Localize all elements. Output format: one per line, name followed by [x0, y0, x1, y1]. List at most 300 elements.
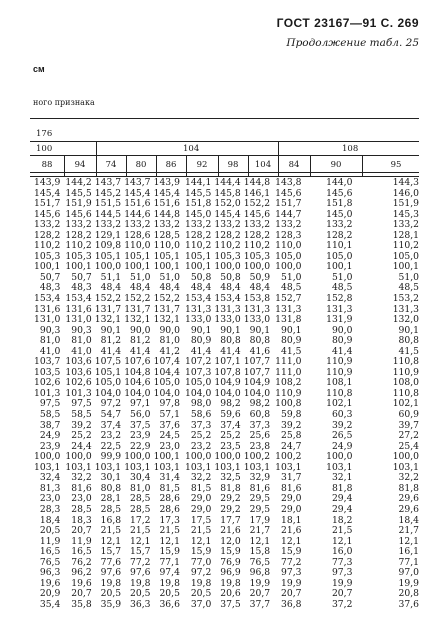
table-cell: 100,0: [124, 451, 151, 463]
table-cell: 37,0: [190, 598, 212, 610]
table-cell: 131,3: [326, 303, 353, 315]
table-cell: 104,9: [214, 377, 241, 389]
table-cell: 12,0: [220, 535, 241, 547]
table-cell: 110,8: [392, 356, 419, 368]
table-cell: 152,2: [124, 293, 151, 305]
table-cell: 37,2: [331, 598, 353, 610]
table-cell: 97,2: [190, 567, 212, 579]
table-cell: 100,2: [275, 451, 302, 463]
table-cell: 57,1: [159, 409, 180, 421]
table-cell: 29,0: [190, 503, 212, 515]
table-cell: 97,2: [100, 398, 122, 410]
table-cell: 32,2: [71, 472, 92, 484]
table-cell: 133,2: [214, 219, 241, 231]
column-divider: [278, 155, 279, 176]
table-cell: 81,2: [130, 335, 151, 347]
table-cell: 41,4: [331, 345, 353, 357]
table-cell: 28,5: [71, 503, 92, 515]
table-cell: 110,0: [275, 240, 302, 252]
table-cell: 41,4: [190, 345, 212, 357]
table-cell: 104,4: [153, 366, 180, 378]
table-cell: 51,0: [331, 271, 353, 283]
table-cell: 80,8: [100, 482, 122, 494]
table-cell: 102,1: [392, 398, 419, 410]
table-cell: 51,0: [398, 271, 419, 283]
table-cell: 51,0: [130, 271, 151, 283]
table-cell: 15,9: [220, 546, 241, 558]
table-cell: 90,1: [220, 324, 241, 336]
table-cell: 103,6: [65, 356, 92, 368]
table-cell: 131,8: [275, 314, 302, 326]
table-cell: 100,0: [243, 261, 271, 273]
table-cell: 24,9: [331, 440, 353, 452]
column-header-88: 88: [41, 160, 53, 170]
table-cell: 133,2: [34, 219, 61, 231]
column-header-92: 92: [196, 160, 208, 170]
table-cell: 80,9: [331, 335, 353, 347]
table-cell: 76,2: [71, 556, 92, 568]
table-cell: 105,0: [94, 377, 122, 389]
table-cell: 11,9: [71, 535, 92, 547]
table-cell: 56,0: [130, 409, 151, 421]
table-cell: 12,1: [100, 535, 122, 547]
table-cell: 32,2: [398, 472, 419, 484]
table-cell: 132,1: [124, 314, 151, 326]
table-cell: 26,5: [331, 430, 353, 442]
table-cell: 100,1: [184, 261, 212, 273]
table-cell: 100,0: [214, 451, 241, 463]
table-cell: 18,4: [398, 514, 419, 526]
table-cell: 32,4: [39, 472, 61, 484]
data-table-body: [30, 178, 422, 610]
table-cell: 48,3: [71, 282, 92, 294]
group-rule: [30, 141, 419, 142]
table-cell: 48,4: [249, 282, 271, 294]
table-cell: 17,2: [130, 514, 151, 526]
table-cell: 109,8: [94, 240, 122, 252]
table-cell: 128,6: [124, 229, 151, 241]
table-cell: 21,5: [331, 525, 353, 537]
column-divider: [96, 155, 97, 176]
table-cell: 41,4: [130, 345, 151, 357]
table-cell: 77,1: [159, 556, 180, 568]
table-cell: 152,2: [153, 293, 180, 305]
table-cell: 30,1: [100, 472, 122, 484]
table-cell: 153,4: [65, 293, 92, 305]
table-cell: 107,3: [184, 366, 212, 378]
table-cell: 41,0: [71, 345, 92, 357]
table-cell: 19,6: [39, 577, 61, 589]
table-cell: 131,7: [153, 303, 180, 315]
table-cell: 131,6: [65, 303, 92, 315]
table-cell: 29,6: [398, 493, 419, 505]
table-cell: 105,3: [243, 250, 271, 262]
table-cell: 38,7: [39, 419, 61, 431]
table-cell: 104,0: [243, 387, 271, 399]
table-cell: 24,7: [281, 440, 302, 452]
table-cell: 90,1: [398, 324, 419, 336]
table-row: [30, 505, 422, 516]
table-cell: 80,8: [398, 335, 419, 347]
table-cell: 145,0: [184, 208, 212, 220]
table-cell: 48,5: [281, 282, 302, 294]
table-cell: 145,2: [94, 187, 122, 199]
table-cell: 97,3: [331, 567, 353, 579]
table-cell: 29,5: [249, 503, 271, 515]
table-cell: 96,9: [220, 567, 241, 579]
table-cell: 23,9: [39, 440, 61, 452]
table-cell: 41,0: [39, 345, 61, 357]
table-cell: 145,6: [65, 208, 92, 220]
table-cell: 12,1: [281, 535, 302, 547]
table-cell: 51,0: [281, 271, 302, 283]
table-cell: 32,2: [190, 472, 212, 484]
table-cell: 100,0: [65, 451, 92, 463]
table-cell: 97,1: [130, 398, 151, 410]
table-cell: 110,9: [275, 387, 302, 399]
table-cell: 48,4: [100, 282, 122, 294]
table-cell: 100,0: [184, 451, 212, 463]
table-cell: 20,7: [281, 588, 302, 600]
table-cell: 48,4: [159, 282, 180, 294]
table-cell: 107,1: [214, 356, 241, 368]
page-header-standard: ГОСТ 23167—91 С. 269: [276, 16, 419, 30]
table-cell: 98,2: [220, 398, 241, 410]
table-cell: 107,2: [184, 356, 212, 368]
table-cell: 144,7: [275, 208, 302, 220]
table-cell: 110,0: [153, 240, 180, 252]
column-header-90: 90: [330, 160, 342, 170]
table-cell: 50,8: [190, 271, 212, 283]
table-cell: 28,1: [100, 493, 122, 505]
table-cell: 128,2: [214, 229, 241, 241]
table-cell: 17,3: [159, 514, 180, 526]
table-cell: 90,0: [159, 324, 180, 336]
table-cell: 21,6: [220, 525, 241, 537]
table-cell: 19,8: [220, 577, 241, 589]
table-cell: 30,4: [130, 472, 151, 484]
table-cell: 39,2: [281, 419, 302, 431]
table-cell: 97,5: [71, 398, 92, 410]
table-cell: 100,8: [275, 398, 302, 410]
table-cell: 29,5: [249, 493, 271, 505]
table-cell: 12,1: [398, 535, 419, 547]
table-cell: 144,6: [124, 208, 151, 220]
table-cell: 21,6: [281, 525, 302, 537]
table-cell: 97,6: [100, 567, 122, 579]
table-cell: 107,8: [214, 366, 241, 378]
table-cell: 145,6: [275, 187, 302, 199]
table-cell: 81,8: [398, 482, 419, 494]
table-cell: 37,6: [398, 598, 419, 610]
table-cell: 104,9: [243, 377, 271, 389]
column-header-74: 74: [105, 160, 117, 170]
table-cell: 133,2: [392, 219, 419, 231]
table-cell: 11,9: [39, 535, 61, 547]
table-cell: 77,1: [398, 556, 419, 568]
table-cell: 110,8: [326, 387, 353, 399]
table-cell: 48,3: [39, 282, 61, 294]
table-cell: 16,0: [331, 546, 353, 558]
table-cell: 103,1: [124, 461, 151, 473]
table-cell: 25,4: [398, 440, 419, 452]
table-cell: 145,4: [153, 187, 180, 199]
table-cell: 21,7: [398, 525, 419, 537]
table-cell: 48,4: [190, 282, 212, 294]
column-header-84: 84: [288, 160, 300, 170]
table-cell: 103,1: [94, 461, 122, 473]
column-header-104: 104: [254, 160, 272, 170]
table-cell: 143,8: [275, 177, 302, 188]
column-divider: [64, 155, 65, 176]
table-cell: 20,8: [398, 588, 419, 600]
table-cell: 103,7: [34, 356, 61, 368]
table-cell: 100,1: [65, 261, 92, 273]
table-cell: 20,6: [220, 588, 241, 600]
table-cell: 23,8: [249, 440, 271, 452]
unit-label: см: [33, 64, 45, 74]
table-cell: 48,4: [130, 282, 151, 294]
column-header-80: 80: [135, 160, 147, 170]
table-cell: 76,9: [220, 556, 241, 568]
table-cell: 15,9: [190, 546, 212, 558]
table-cell: 28,5: [130, 503, 151, 515]
table-cell: 107,7: [243, 366, 271, 378]
table-cell: 131,3: [184, 303, 212, 315]
table-cell: 12,1: [331, 535, 353, 547]
table-cell: 90,1: [190, 324, 212, 336]
table-cell: 50,7: [39, 271, 61, 283]
table-cell: 97,5: [39, 398, 61, 410]
table-cell: 18,4: [39, 514, 61, 526]
table-cell: 128,5: [153, 229, 180, 241]
table-cell: 128,1: [392, 229, 419, 241]
table-cell: 103,1: [275, 461, 302, 473]
table-cell: 146,1: [243, 187, 271, 199]
column-divider: [310, 155, 311, 176]
table-cell: 105,0: [326, 250, 353, 262]
table-cell: 151,5: [94, 198, 122, 210]
table-cell: 152,0: [214, 198, 241, 210]
table-cell: 15,9: [159, 546, 180, 558]
table-cell: 110,2: [184, 240, 212, 252]
table-cell: 153,4: [214, 293, 241, 305]
table-cell: 37,4: [220, 419, 241, 431]
table-cell: 29,4: [331, 493, 353, 505]
table-cell: 19,8: [190, 577, 212, 589]
table-cell: 28,6: [159, 503, 180, 515]
table-cell: 111,0: [275, 366, 302, 378]
table-cell: 25,2: [71, 430, 92, 442]
column-header-rule: [30, 172, 419, 173]
table-cell: 48,5: [331, 282, 353, 294]
table-cell: 133,0: [184, 314, 212, 326]
table-cell: 105,0: [392, 250, 419, 262]
table-cell: 97,3: [281, 567, 302, 579]
table-cell: 153,4: [34, 293, 61, 305]
table-cell: 151,8: [184, 198, 212, 210]
table-cell: 41,4: [220, 345, 241, 357]
table-cell: 77,6: [100, 556, 122, 568]
table-cell: 31,4: [159, 472, 180, 484]
table-cell: 77,2: [281, 556, 302, 568]
table-cell: 20,5: [159, 588, 180, 600]
column-header-95: 95: [390, 160, 402, 170]
table-cell: 132,1: [94, 314, 122, 326]
table-cell: 81,0: [71, 335, 92, 347]
table-cell: 15,7: [100, 546, 122, 558]
table-cell: 41,4: [100, 345, 122, 357]
table-cell: 77,2: [130, 556, 151, 568]
table-cell: 37,4: [100, 419, 122, 431]
table-cell: 131,3: [275, 303, 302, 315]
table-cell: 146,0: [392, 187, 419, 199]
table-cell: 151,7: [275, 198, 302, 210]
table-cell: 151,6: [153, 198, 180, 210]
table-cell: 29,2: [220, 503, 241, 515]
table-cell: 80,8: [220, 335, 241, 347]
table-cell: 24,4: [71, 440, 92, 452]
table-cell: 58,6: [190, 409, 212, 421]
table-cell: 16,5: [71, 546, 92, 558]
table-cell: 105,0: [184, 377, 212, 389]
table-cell: 110,0: [124, 240, 151, 252]
table-cell: 108,1: [326, 377, 353, 389]
table-cell: 153,8: [243, 293, 271, 305]
table-cell: 60,9: [398, 409, 419, 421]
table-cell: 132,1: [153, 314, 180, 326]
table-cell: 51,0: [159, 271, 180, 283]
table-cell: 105,3: [65, 250, 92, 262]
table-cell: 145,6: [34, 208, 61, 220]
table-cell: 12,1: [159, 535, 180, 547]
table-cell: 51,1: [100, 271, 122, 283]
table-cell: 105,1: [94, 250, 122, 262]
column-divider: [248, 155, 249, 176]
table-cell: 97,4: [159, 567, 180, 579]
subgroup-label-1: 100: [36, 144, 53, 154]
table-cell: 32,1: [331, 472, 353, 484]
table-cell: 81,6: [249, 482, 271, 494]
table-cell: 108,0: [392, 377, 419, 389]
table-cell: 110,2: [243, 240, 271, 252]
table-row: [30, 600, 422, 611]
table-cell: 100,0: [326, 451, 353, 463]
table-cell: 110,2: [34, 240, 61, 252]
table-cell: 100,0: [275, 261, 302, 273]
table-cell: 133,2: [124, 219, 151, 231]
table-cell: 132,0: [392, 314, 419, 326]
table-row: [30, 178, 422, 189]
table-row: [30, 410, 422, 421]
table-cell: 81,5: [159, 482, 180, 494]
table-cell: 23,5: [220, 440, 241, 452]
table-cell: 145,4: [214, 208, 241, 220]
table-cell: 81,5: [190, 482, 212, 494]
table-cell: 35,8: [71, 598, 92, 610]
table-cell: 81,8: [220, 482, 241, 494]
table-cell: 23,0: [39, 493, 61, 505]
table-cell: 21,5: [190, 525, 212, 537]
table-cell: 144,2: [65, 177, 92, 188]
table-cell: 100,0: [214, 261, 241, 273]
table-cell: 29,0: [190, 493, 212, 505]
table-cell: 90,1: [281, 324, 302, 336]
table-cell: 104,6: [124, 377, 151, 389]
table-cell: 145,8: [214, 187, 241, 199]
table-cell: 143,7: [124, 177, 151, 188]
subgroup-label-2: 104: [183, 144, 200, 154]
table-cell: 90,0: [130, 324, 151, 336]
table-cell: 28,6: [159, 493, 180, 505]
table-cell: 145,5: [65, 187, 92, 199]
column-divider: [156, 155, 157, 176]
table-cell: 144,0: [326, 177, 353, 188]
table-cell: 110,2: [392, 240, 419, 252]
table-cell: 131,3: [214, 303, 241, 315]
table-cell: 144,5: [94, 208, 122, 220]
column-divider: [218, 155, 219, 176]
table-cell: 144,3: [392, 177, 419, 188]
table-cell: 37,3: [249, 419, 271, 431]
table-cell: 133,2: [94, 219, 122, 231]
table-cell: 105,0: [153, 377, 180, 389]
table-cell: 103,1: [392, 461, 419, 473]
table-cell: 16,1: [398, 546, 419, 558]
table-cell: 28,5: [130, 493, 151, 505]
table-cell: 48,5: [398, 282, 419, 294]
table-cell: 152,2: [243, 198, 271, 210]
table-cell: 104,8: [124, 366, 151, 378]
table-cell: 80,9: [281, 335, 302, 347]
table-cell: 153,4: [184, 293, 212, 305]
table-cell: 20,7: [331, 588, 353, 600]
table-cell: 145,0: [326, 208, 353, 220]
table-cell: 32,5: [220, 472, 241, 484]
column-header-94: 94: [74, 160, 86, 170]
table-cell: 58,5: [39, 409, 61, 421]
table-cell: 129,1: [94, 229, 122, 241]
table-cell: 60,3: [331, 409, 353, 421]
table-cell: 98,2: [249, 398, 271, 410]
table-cell: 128,3: [275, 229, 302, 241]
table-cell: 97,8: [159, 398, 180, 410]
table-cell: 128,2: [326, 229, 353, 241]
table-cell: 37,7: [249, 598, 271, 610]
table-cell: 103,1: [34, 461, 61, 473]
table-cell: 41,6: [249, 345, 271, 357]
table-cell: 100,1: [392, 261, 419, 273]
subgroup-rule: [30, 155, 419, 156]
table-cell: 24,9: [39, 430, 61, 442]
table-cell: 96,8: [249, 567, 271, 579]
table-cell: 48,4: [220, 282, 241, 294]
table-cell: 35,9: [100, 598, 122, 610]
table-cell: 77,3: [331, 556, 353, 568]
table-cell: 144,8: [153, 208, 180, 220]
table-cell: 90,3: [71, 324, 92, 336]
table-cell: 59,8: [281, 409, 302, 421]
table-cell: 102,6: [34, 377, 61, 389]
table-cell: 20,7: [71, 588, 92, 600]
table-cell: 107,5: [94, 356, 122, 368]
table-cell: 60,8: [249, 409, 271, 421]
table-cell: 24,5: [159, 430, 180, 442]
table-cell: 28,3: [39, 503, 61, 515]
table-cell: 90,3: [39, 324, 61, 336]
table-cell: 29,0: [281, 493, 302, 505]
table-cell: 25,6: [249, 430, 271, 442]
